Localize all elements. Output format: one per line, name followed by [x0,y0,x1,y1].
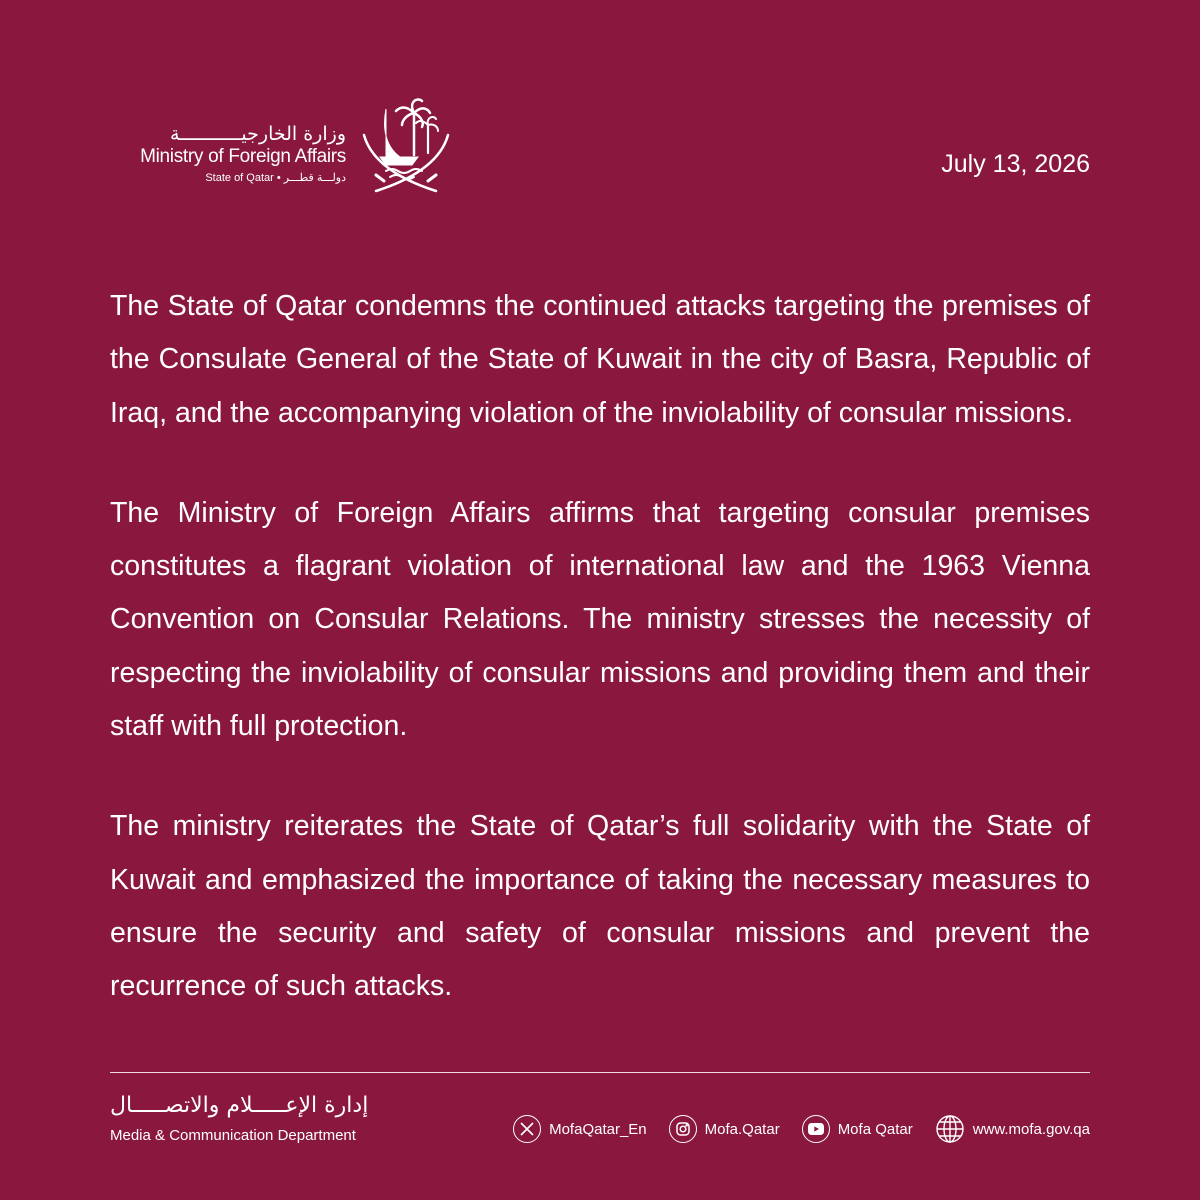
logo-arabic: وزارة الخارجيـــــــــــة [170,123,346,145]
logo-english: Ministry of Foreign Affairs [140,146,346,167]
logo-subtitle [110,171,346,185]
logo-sub-arabic: دولـــة قطـــر [283,172,346,184]
header [110,95,1090,195]
statement-paragraph: The ministry reiterates the State of Qatar’s full solidarity with the State of Kuwait and emphasized the importance of taking the necessary measures to ensure the security and safety of consular missions and prevent the recurrence of such attacks. [110,810,1090,1003]
statement-paragraph: The Ministry of Foreign Affairs affirms that targeting consular premises constitutes a flagrant violation of international law and the 1963 Vienna Convention on Consular Relations. The ministry stresses the necessity of respecting the inviolability of consular missions and providing them and their staff with full protection. [110,496,1090,743]
qatar-emblem-icon [356,95,456,195]
department-english: Media & Communication Department [110,1127,356,1144]
instagram-icon [669,1115,697,1143]
social-links [513,1114,1090,1144]
logo-sub-english: State of Qatar [205,172,274,184]
ministry-logo-text [110,123,346,185]
footer-divider [110,1072,1090,1073]
statement-body [110,280,1090,1061]
social-label: www.mofa.gov.qa [972,1120,1090,1138]
statement-date: July 13, 2026 [941,150,1090,178]
social-link-instagram[interactable] [669,1115,780,1143]
statement-paragraph: The State of Qatar condemns the continued attacks targeting the premises of the Consulate General of the State of Kuwait in the city of Basra, Republic of Iraq, and the accompanying violation of the inviolability of consular missions. [110,290,1090,429]
x-icon [513,1115,541,1143]
social-label: Mofa.Qatar [704,1120,780,1138]
social-label: MofaQatar_En [549,1120,647,1138]
social-link-website[interactable] [935,1114,1090,1144]
department-arabic: إدارة الإعـــــلام والاتصـــــال [110,1093,369,1118]
globe-icon [935,1114,965,1144]
logo-sub-separator: • [276,172,284,184]
social-link-youtube[interactable] [802,1115,913,1143]
social-link-x[interactable] [513,1115,647,1143]
youtube-icon [802,1115,830,1143]
social-label: Mofa Qatar [837,1120,913,1138]
department-name [110,1092,400,1146]
